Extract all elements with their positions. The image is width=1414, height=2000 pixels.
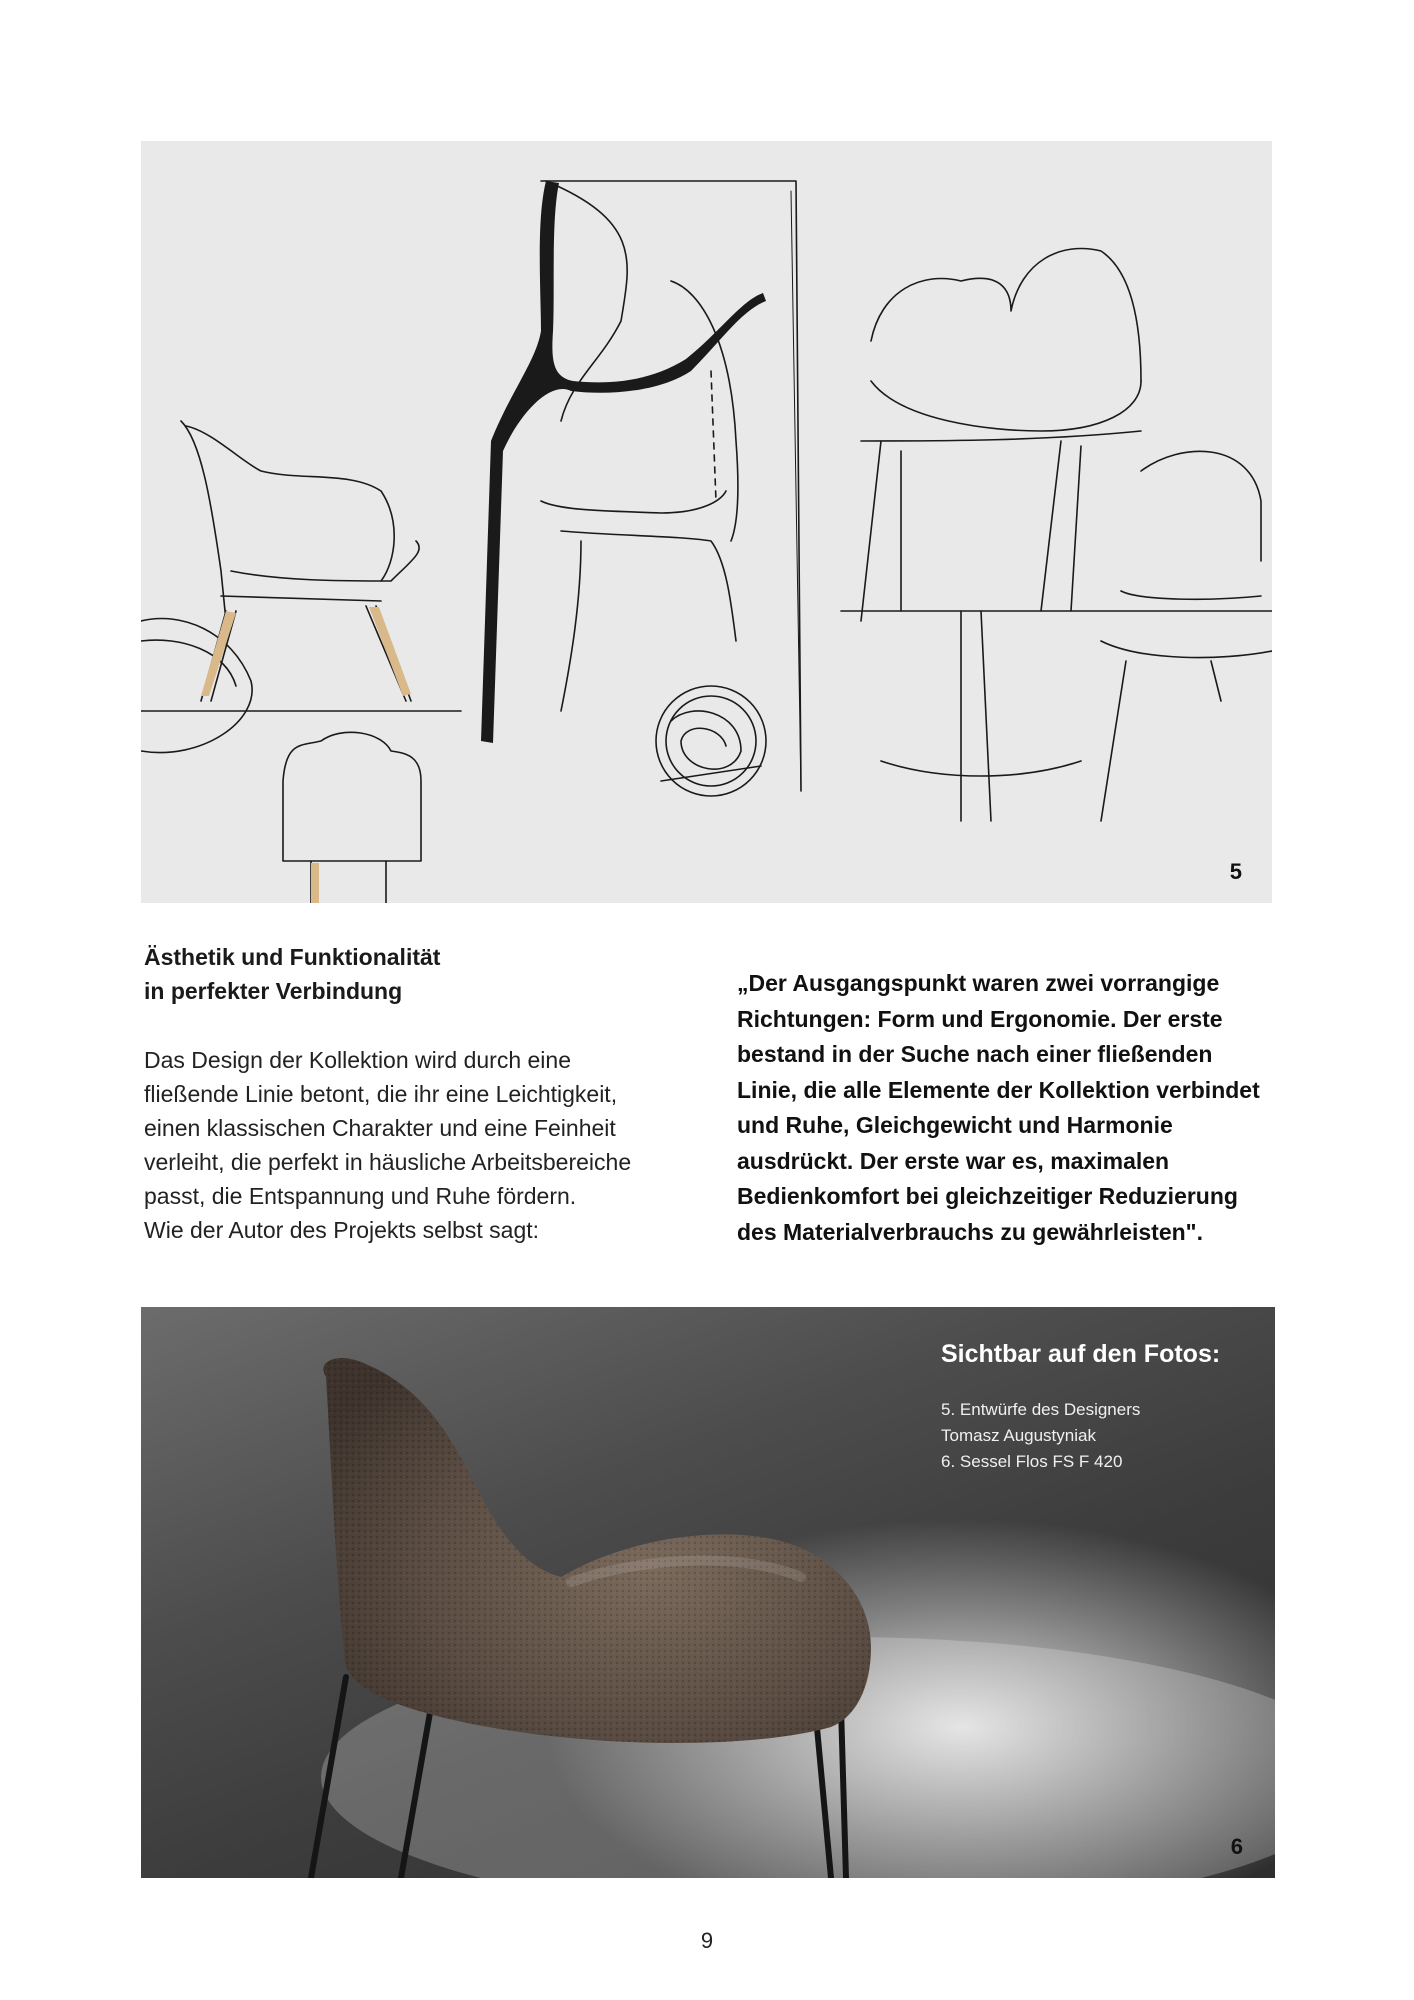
caption-line: 6. Sessel Flos FS F 420 (941, 1452, 1123, 1471)
caption-line: 5. Entwürfe des Designers (941, 1400, 1141, 1419)
chair-sketches-illustration (141, 141, 1272, 903)
photo-caption (941, 1337, 1261, 1475)
page-number: 9 (700, 1928, 714, 1953)
body-paragraph: Das Design der Kollektion wird durch eine fließende Linie betont, die ihr eine Leichtigkeit, einen klassischen Charakter und eine Feinheit verleiht, die perfekt in häusliche Arbeitsbereiche passt, die Entspannung und Ruhe fördern. (144, 1047, 632, 1209)
caption-title: Sichtbar auf den Fotos: (941, 1340, 1221, 1368)
chair-photo (141, 1307, 1275, 1878)
sketch-image (141, 141, 1272, 903)
figure-number: 6 (1230, 1834, 1243, 1859)
body-text (144, 1043, 664, 1247)
caption-line: Tomasz Augustyniak (941, 1426, 1096, 1445)
designer-quote: „Der Ausgangspunkt waren zwei vorrangige Richtungen: Form und Ergonomie. Der erste bestand in der Suche nach einer fließenden Linie, die alle Elemente der Kollektion verbindet und Ruhe, Gleichgewicht und Harmonie ausdrückt. Der erste war es, maximalen Bedienkomfort bei gleichzeitiger Reduzierung des Materialverbrauchs zu gewährleisten". (737, 970, 1260, 1245)
section-heading (144, 940, 664, 1008)
figure-number: 5 (1229, 859, 1242, 884)
heading-line-2: in perfekter Verbindung (144, 978, 403, 1004)
body-closing: Wie der Autor des Projekts selbst sagt: (144, 1217, 540, 1243)
heading-line-1: Ästhetik und Funktionalität (144, 944, 441, 970)
